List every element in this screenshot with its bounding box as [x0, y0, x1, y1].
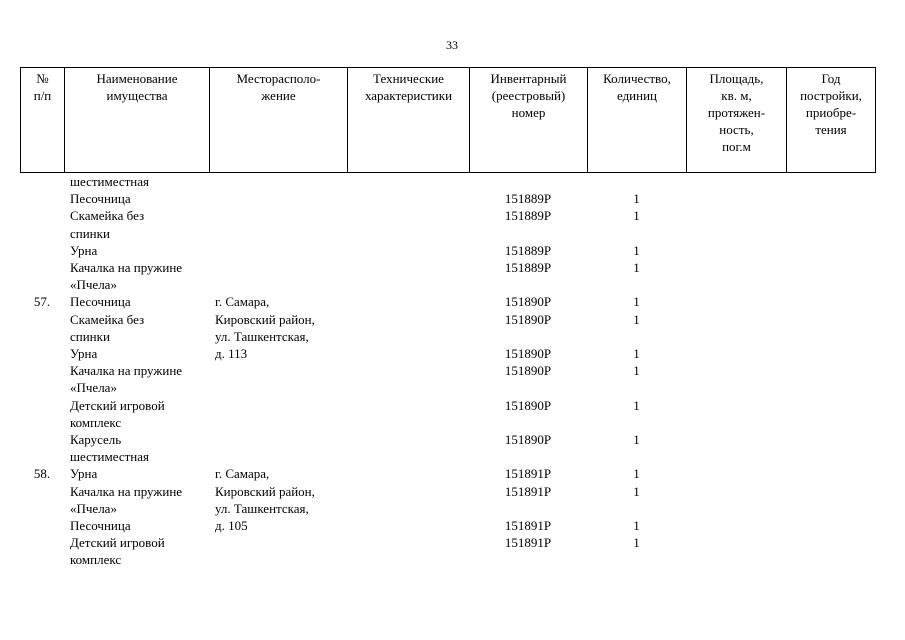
inventory-number: 151890Р — [504, 294, 552, 310]
item-year — [786, 173, 875, 190]
inventory-number: 151889Р — [504, 260, 552, 276]
row-number — [20, 207, 64, 241]
item-technical — [347, 483, 469, 517]
item-area — [686, 207, 786, 241]
item-technical — [347, 465, 469, 482]
table-row — [20, 534, 875, 568]
item-year — [786, 345, 875, 362]
item-name: Песочница — [70, 518, 131, 534]
item-area — [686, 173, 786, 190]
item-location — [209, 431, 347, 465]
item-technical — [347, 242, 469, 259]
header-quantity: Количество, единиц — [588, 68, 687, 173]
inventory-number: 151890Р — [504, 311, 552, 327]
item-area — [686, 345, 786, 362]
item-technical — [347, 311, 469, 345]
table-row — [20, 362, 875, 396]
row-number: 58. — [33, 466, 51, 482]
item-technical — [347, 293, 469, 310]
inventory-number: 151890Р — [504, 363, 552, 379]
inventory-number: 151890Р — [504, 397, 552, 413]
quantity: 1 — [633, 311, 640, 327]
item-area — [686, 259, 786, 293]
table-row — [20, 483, 875, 517]
table-body — [20, 173, 875, 569]
item-name: Качалка на пружине «Пчела» — [70, 260, 183, 293]
inventory-number: 151891Р — [504, 483, 552, 499]
item-name: Качалка на пружине «Пчела» — [70, 363, 183, 396]
row-number: 57. — [33, 294, 51, 310]
item-technical — [347, 190, 469, 207]
quantity: 1 — [633, 518, 640, 534]
inventory-number: 151891Р — [504, 518, 552, 534]
quantity: 1 — [633, 397, 640, 413]
item-location — [209, 362, 347, 396]
quantity: 1 — [633, 346, 640, 362]
item-name: шестиместная — [70, 174, 149, 189]
header-location: Месторасполо- жение — [210, 68, 348, 173]
item-technical — [347, 431, 469, 465]
inventory-number: 151890Р — [504, 346, 552, 362]
item-name: Урна — [70, 466, 98, 482]
item-location — [209, 259, 347, 293]
item-year — [786, 207, 875, 241]
item-location — [209, 207, 347, 241]
row-number — [20, 311, 64, 345]
table-row — [20, 345, 875, 362]
row-number — [20, 242, 64, 259]
item-name: Детский игровой комплекс — [70, 535, 165, 568]
item-year — [786, 362, 875, 396]
item-name: Песочница — [70, 294, 131, 310]
table-row — [20, 431, 875, 465]
quantity: 1 — [633, 191, 640, 207]
item-name: Скамейка без спинки — [70, 208, 145, 241]
table-row — [20, 311, 875, 345]
table-row — [20, 242, 875, 259]
row-number — [20, 362, 64, 396]
item-year — [786, 483, 875, 517]
inventory-number: 151891Р — [504, 535, 552, 551]
inventory-number: 151889Р — [504, 242, 552, 258]
inventory-number: 151890Р — [504, 432, 552, 448]
item-technical — [347, 397, 469, 431]
item-area — [686, 465, 786, 482]
row-number — [20, 431, 64, 465]
item-location — [209, 173, 347, 190]
row-number — [20, 397, 64, 431]
item-year — [786, 293, 875, 310]
item-year — [786, 259, 875, 293]
header-inventory: Инвентарный (реестровый) номер — [470, 68, 588, 173]
item-area — [686, 534, 786, 568]
item-year — [786, 517, 875, 534]
table-header — [20, 67, 876, 173]
item-name: Урна — [70, 346, 98, 362]
item-area — [686, 242, 786, 259]
item-location: д. 105 — [215, 518, 248, 534]
item-year — [786, 190, 875, 207]
item-name: Детский игровой комплекс — [70, 397, 165, 430]
table-row — [20, 517, 875, 534]
header-area: Площадь, кв. м, протяжен- ность, пог.м — [687, 68, 787, 173]
row-number — [20, 173, 64, 190]
item-location: Кировский район, ул. Ташкентская, — [215, 483, 315, 516]
row-number — [20, 483, 64, 517]
item-name: Карусель шестиместная — [70, 432, 149, 465]
table-row — [20, 259, 875, 293]
item-area — [686, 190, 786, 207]
item-technical — [347, 517, 469, 534]
item-area — [686, 517, 786, 534]
item-technical — [347, 534, 469, 568]
quantity: 1 — [633, 294, 640, 310]
quantity: 1 — [633, 432, 640, 448]
quantity: 1 — [633, 260, 640, 276]
table-row — [20, 173, 875, 190]
item-location — [209, 534, 347, 568]
quantity: 1 — [633, 466, 640, 482]
item-technical — [347, 207, 469, 241]
item-area — [686, 293, 786, 310]
table-row — [20, 397, 875, 431]
table-row — [20, 190, 875, 207]
item-year — [786, 242, 875, 259]
table-row — [20, 465, 875, 482]
item-name: Песочница — [70, 191, 131, 207]
header-number: № п/п — [21, 68, 65, 173]
item-name: Урна — [70, 242, 98, 258]
item-technical — [347, 173, 469, 190]
item-technical — [347, 259, 469, 293]
item-location — [209, 242, 347, 259]
item-area — [686, 362, 786, 396]
inventory-number — [469, 173, 587, 190]
row-number — [20, 345, 64, 362]
header-name: Наименование имущества — [65, 68, 210, 173]
quantity: 1 — [633, 483, 640, 499]
inventory-number: 151889Р — [504, 191, 552, 207]
quantity: 1 — [633, 208, 640, 224]
item-year — [786, 397, 875, 431]
item-area — [686, 431, 786, 465]
item-name: Скамейка без спинки — [70, 311, 145, 344]
item-technical — [347, 362, 469, 396]
item-location: д. 113 — [215, 346, 248, 362]
table-row — [20, 293, 875, 310]
row-number — [20, 534, 64, 568]
quantity — [587, 173, 686, 190]
item-location — [209, 397, 347, 431]
item-year — [786, 311, 875, 345]
header-technical: Технические характеристики — [348, 68, 470, 173]
item-location: Кировский район, ул. Ташкентская, — [215, 311, 315, 344]
item-technical — [347, 345, 469, 362]
item-year — [786, 534, 875, 568]
item-location — [209, 190, 347, 207]
inventory-number: 151889Р — [504, 208, 552, 224]
item-area — [686, 397, 786, 431]
quantity: 1 — [633, 363, 640, 379]
item-area — [686, 311, 786, 345]
item-area — [686, 483, 786, 517]
item-year — [786, 465, 875, 482]
item-year — [786, 431, 875, 465]
quantity: 1 — [633, 242, 640, 258]
table-row — [20, 207, 875, 241]
row-number — [20, 259, 64, 293]
row-number — [20, 517, 64, 534]
page-number: 33 — [446, 38, 458, 52]
item-name: Качалка на пружине «Пчела» — [70, 483, 183, 516]
item-location: г. Самара, — [215, 294, 270, 310]
inventory-number: 151891Р — [504, 466, 552, 482]
item-location: г. Самара, — [215, 466, 270, 482]
quantity: 1 — [633, 535, 640, 551]
row-number — [20, 190, 64, 207]
header-year: Год постройки, приобре- тения — [787, 68, 876, 173]
